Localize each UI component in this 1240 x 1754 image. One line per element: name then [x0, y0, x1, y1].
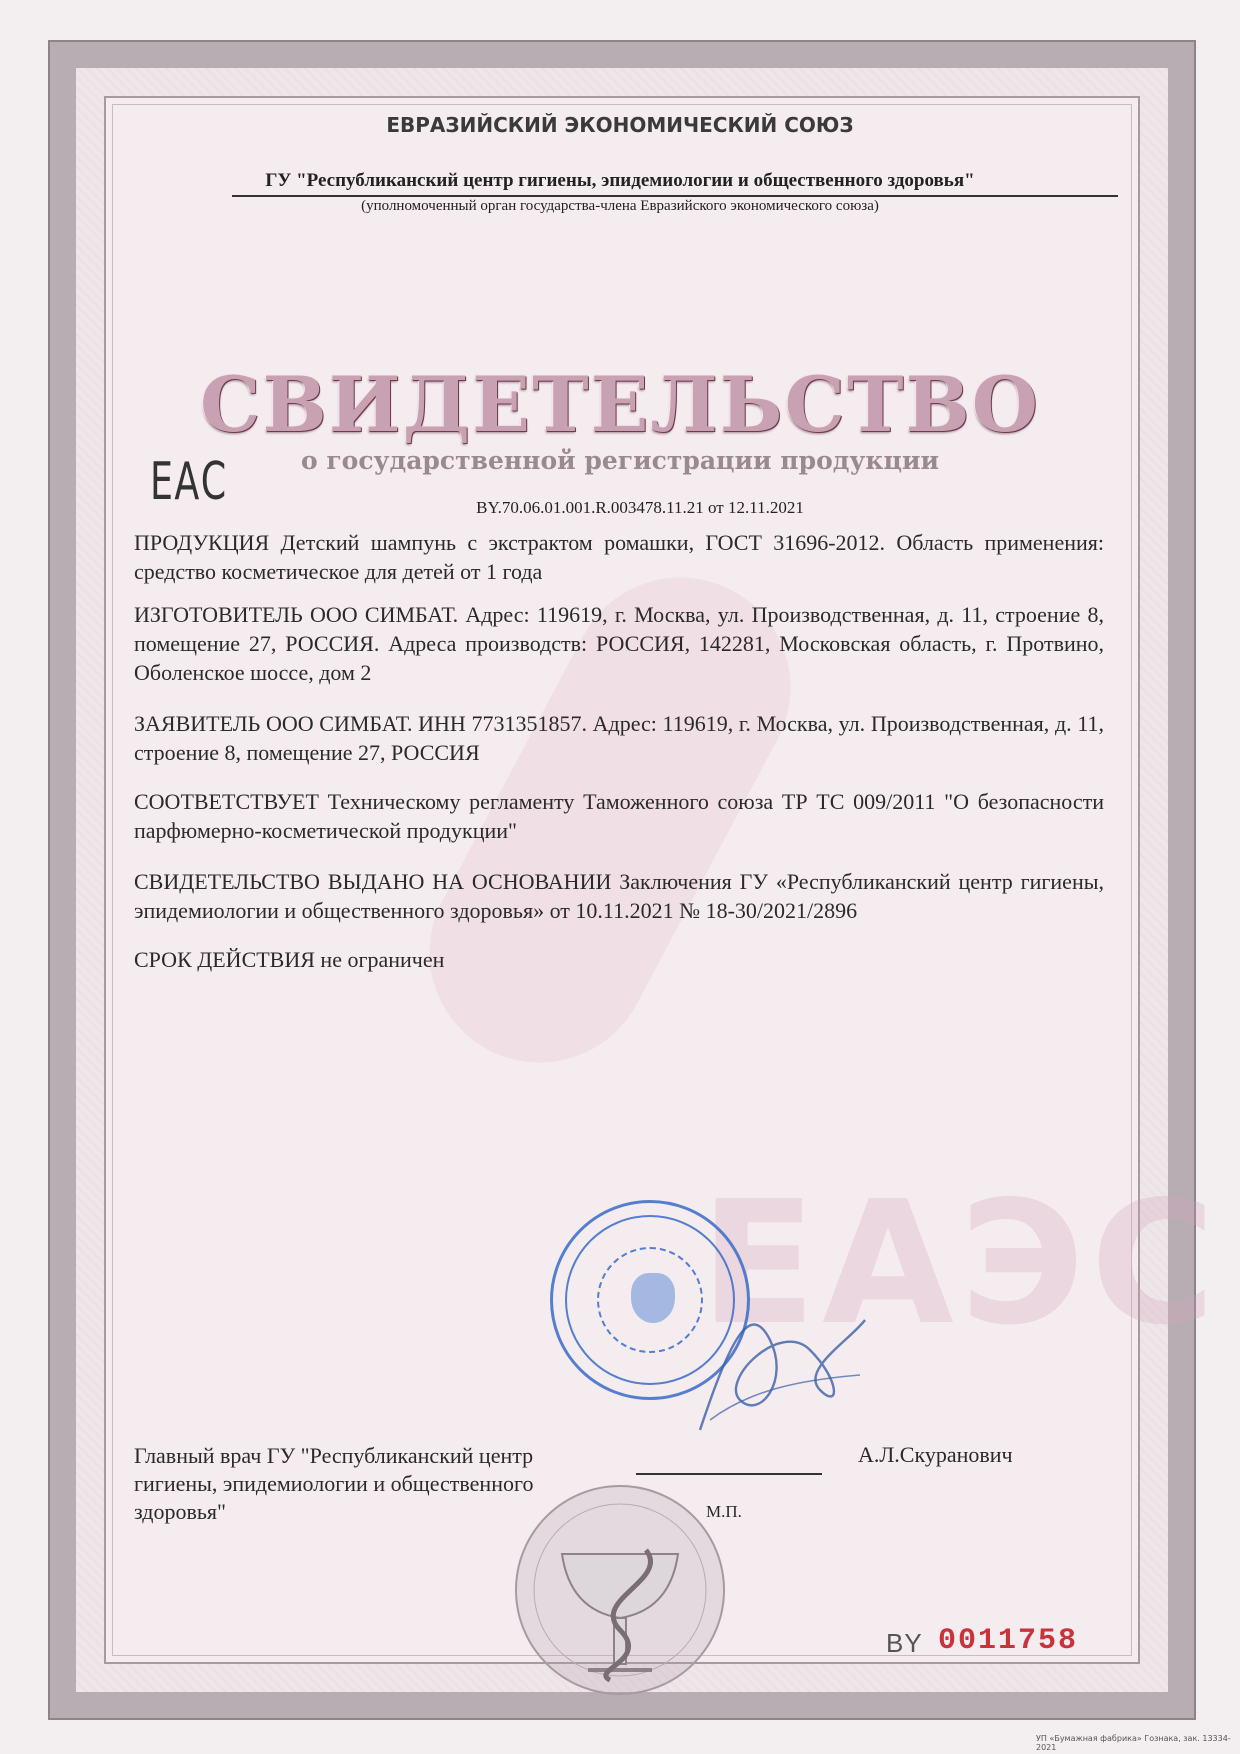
- eac-mark: ЕАС: [150, 452, 228, 512]
- signatory-name: А.Л.Скуранович: [858, 1442, 1013, 1467]
- applicant-text: ООО СИМБАТ. ИНН 7731351857. Адрес: 119619, г. Москва, ул. Производственная, д. 11, строение 8, помещение 27, РОССИЯ: [134, 711, 1104, 765]
- hygiene-bowl-emblem-icon: [470, 1480, 770, 1700]
- basis-label: СВИДЕТЕЛЬСТВО ВЫДАНО НА ОСНОВАНИИ: [134, 869, 612, 894]
- signature-line: [636, 1473, 822, 1475]
- document-title: СВИДЕТЕЛЬСТВО: [200, 360, 1040, 449]
- conformity-section: [134, 787, 1104, 845]
- state-emblem-icon: [631, 1273, 675, 1323]
- product-section: [134, 528, 1104, 586]
- conformity-text: Техническому регламенту Таможенного союза ТР ТС 009/2011 "О безопасности парфюмерно-косметической продукции": [134, 789, 1104, 843]
- union-title: ЕВРАЗИЙСКИЙ ЭКОНОМИЧЕСКИЙ СОЮЗ: [386, 113, 854, 137]
- printer-imprint: УП «Бумажная фабрика» Гознака, зак. 13334-2021: [1036, 1734, 1231, 1752]
- seal-place-label: М.П.: [706, 1502, 742, 1521]
- conformity-label: СООТВЕТСТВУЕТ: [134, 789, 319, 814]
- validity-label: СРОК ДЕЙСТВИЯ: [134, 947, 315, 972]
- serial-number: 0011758: [938, 1624, 1079, 1658]
- signatory-position: Главный врач ГУ "Республиканский центр гигиены, эпидемиологии и общественного здоровья": [134, 1443, 534, 1524]
- manufacturer-text: ООО СИМБАТ. Адрес: 119619, г. Москва, ул. Производственная, д. 11, строение 8, помещение 27, РОССИЯ. Адреса производств: РОССИЯ, 142281, Московская область, г. Протвино, Оболенское шоссе, дом 2: [134, 602, 1105, 685]
- organization-note: (уполномоченный орган государства-члена Евразийского экономического союза): [361, 198, 879, 214]
- validity-section: [134, 945, 1104, 974]
- eaes-watermark: ЕАЭС: [700, 1165, 1222, 1363]
- organization-underline: [232, 195, 1118, 197]
- applicant-section: [134, 709, 1104, 767]
- product-text: Детский шампунь с экстрактом ромашки, ГОСТ 31696-2012. Область применения: средство косметическое для детей от 1 года: [134, 530, 1105, 584]
- manufacturer-section: [134, 600, 1104, 687]
- organization-name: ГУ "Республиканский центр гигиены, эпидемиологии и общественного здоровья": [265, 170, 975, 191]
- basis-section: [134, 867, 1104, 925]
- applicant-label: ЗАЯВИТЕЛЬ: [134, 711, 261, 736]
- manufacturer-label: ИЗГОТОВИТЕЛЬ: [134, 602, 303, 627]
- registration-number: BY.70.06.01.001.R.003478.11.21 от 12.11.2021: [476, 498, 804, 517]
- document-subtitle: о государственной регистрации продукции: [300, 446, 940, 475]
- serial-prefix: BY: [886, 1628, 923, 1658]
- basis-text: Заключения ГУ «Республиканский центр гигиены, эпидемиологии и общественного здоровья» от 10.11.2021 № 18-30/2021/2896: [134, 869, 1105, 923]
- signature-scribble: [690, 1280, 870, 1440]
- validity-text: не ограничен: [320, 947, 445, 972]
- product-label: ПРОДУКЦИЯ: [134, 530, 270, 555]
